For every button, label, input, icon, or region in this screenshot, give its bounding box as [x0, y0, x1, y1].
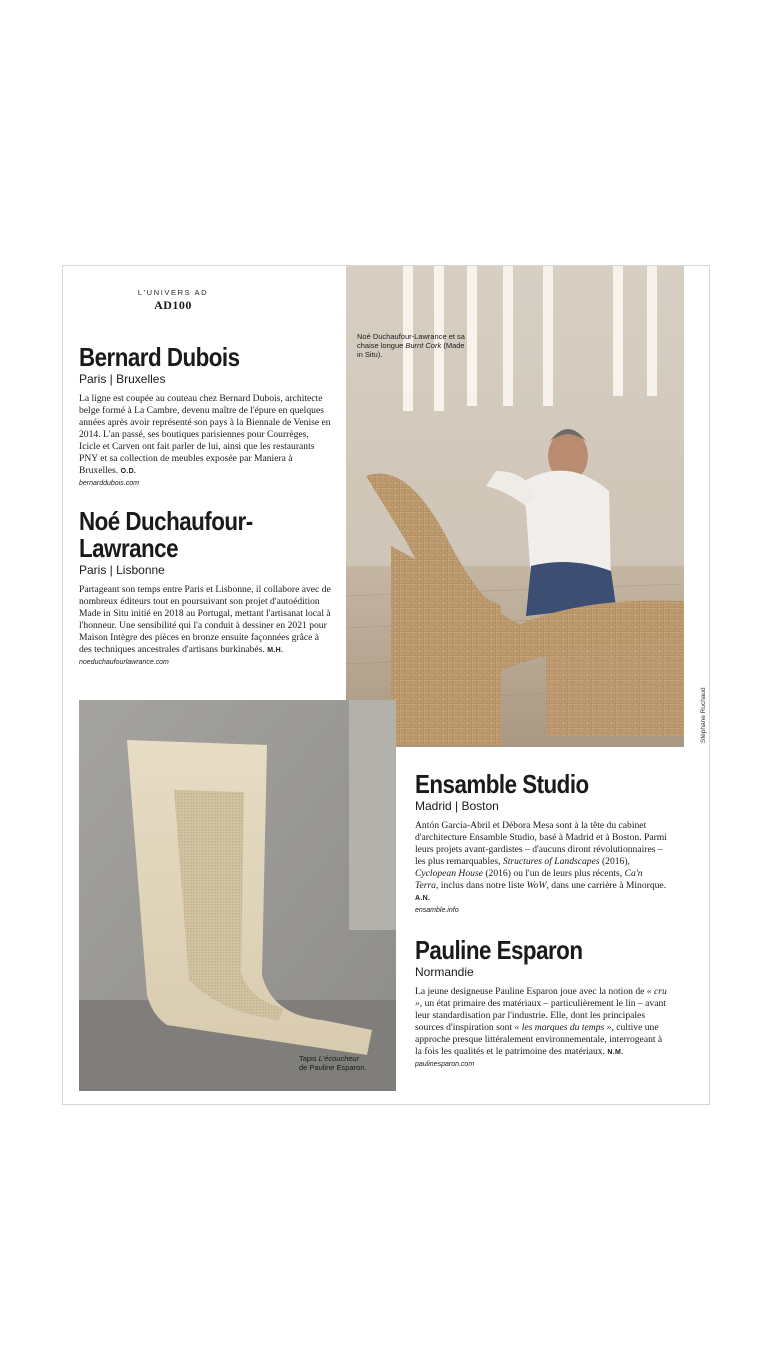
profile-text: Antón García-Abril et Débora Mesa sont à la tête du cabinet d'architecture Ensamble Studio, basé à Madrid et à Boston. Parmi leurs projets avant-gardistes – d'aucuns diront révolutionnaires – les plus remarquables,	[415, 820, 667, 867]
profile-url[interactable]: bernarddubois.com	[79, 480, 139, 487]
profile-name: Pauline Esparon	[415, 935, 583, 965]
profile-body	[415, 986, 667, 1059]
brand-logo: AD100	[154, 298, 192, 312]
profile-text: (2016) ou l'un de leurs plus récents,	[482, 868, 625, 879]
section-kicker: L'UNIVERS AD	[137, 288, 209, 297]
profile-name-line1: Noé Duchaufour-	[79, 506, 253, 536]
author-signature: A.N.	[415, 895, 431, 902]
caption-title: L'écoucheur	[318, 1054, 360, 1063]
photo-rug-caption	[299, 1054, 389, 1072]
profile-text: , un état primaire des matériaux – particulièrement le lin – avant leur standardisation par l'industrie. Elle, dont les principales sources d'inspiration sont	[415, 998, 666, 1033]
profile-body	[415, 820, 667, 905]
caption-title: Burnt Cork	[405, 341, 442, 350]
profile-url[interactable]: paulinesparon.com	[415, 1061, 475, 1068]
profile-name-line2: Lawrance	[79, 533, 179, 563]
profile-text: Partageant son temps entre Paris et Lisbonne, il collabore avec de nombreux éditeurs tout en poursuivant son projet d'autoédition Made in Situ initié en 2018 au Portugal, mettant l'artisanat local à l'honneur. Une sensibilité qui l'a conduit à dessiner en 2021 pour Maison Intègre des pièces en bronze ensuite façonnées grâce à des techniques ancestrales d'artisans burkinabés.	[79, 584, 331, 655]
profile-location: Paris | Lisbonne	[79, 563, 165, 577]
profile-text: , cultive une approche presque littéralement environnementale, interrogeant à la fois les qualités et le patrimoine des matériaux.	[415, 1022, 663, 1057]
profile-name: Ensamble Studio	[415, 769, 589, 799]
profile-text: , dans une carrière à Minorque.	[546, 880, 667, 891]
caption-text: (Made in Situ).	[357, 341, 465, 359]
profile-text: (2016),	[599, 856, 630, 867]
photo-rug	[79, 700, 396, 1091]
caption-text: Noé Duchaufour-Lawrance et sa chaise longue	[357, 332, 465, 350]
profile-bernard-dubois	[79, 344, 331, 487]
profile-url[interactable]: noeduchaufourlawrance.com	[79, 659, 169, 666]
photo-credit: Stéphane Ruchaud	[700, 687, 707, 743]
caption-text: de Pauline Esparon.	[299, 1063, 367, 1072]
photo-cork-caption	[357, 332, 469, 359]
profile-body	[79, 584, 331, 657]
work-title: WoW	[526, 880, 547, 891]
photo-rug-image	[79, 700, 396, 1091]
profile-noe-duchaufour-lawrance	[79, 508, 331, 666]
author-signature: M.H.	[267, 647, 284, 654]
work-title: Ca'n Terra	[415, 868, 643, 891]
quote: « les marques du temps »	[514, 1022, 612, 1033]
profile-location: Normandie	[415, 965, 474, 979]
caption-text: Tapis	[299, 1054, 319, 1063]
author-signature: O.D.	[120, 468, 137, 475]
profile-text: La ligne est coupée au couteau chez Bernard Dubois, architecte belge formé à La Cambre, devenu maître de l'épure en quelques années après avoir représenté son pays à la Biennale de Venise en 2014. L'an passé, ses boutiques parisiennes pour Courrèges, Icicle et Carven ont fait parler de lui, ainsi que les restaurants PNY et sa collection de meubles exposée par Maniera à Bruxelles.	[79, 393, 331, 476]
profile-location: Paris | Bruxelles	[79, 372, 166, 386]
profile-location: Madrid | Boston	[415, 799, 499, 813]
profile-pauline-esparon	[415, 937, 667, 1068]
work-title: Cyclopean House	[415, 868, 483, 879]
profile-url[interactable]: ensamble.info	[415, 907, 459, 914]
magazine-page	[62, 265, 710, 1105]
profile-text: La jeune designeuse Pauline Esparon joue avec la notion de	[415, 986, 647, 997]
profile-ensamble-studio	[415, 771, 667, 914]
profile-body	[79, 393, 331, 478]
quote: « cru »	[415, 986, 667, 1009]
profile-text: , inclus dans notre liste	[435, 880, 527, 891]
work-title: Structures of Landscapes	[502, 856, 600, 867]
profile-name: Bernard Dubois	[79, 342, 240, 372]
author-signature: N.M.	[607, 1049, 624, 1056]
